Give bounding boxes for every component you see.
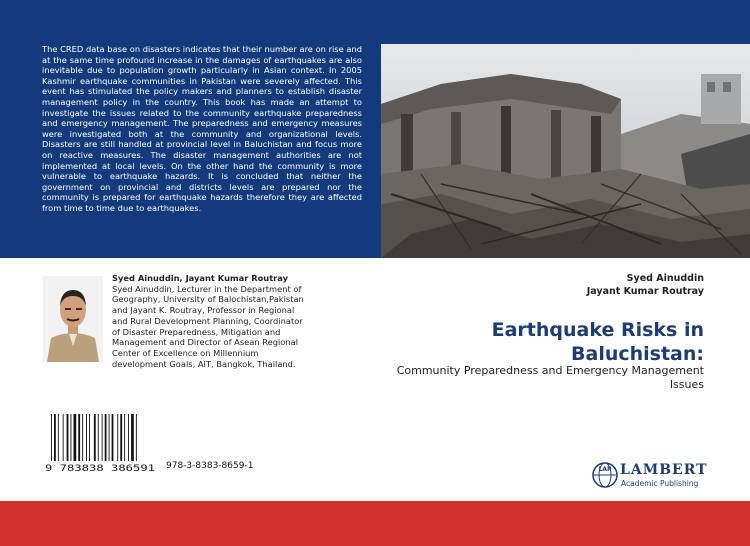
book-subtitle-line-2: Issues xyxy=(669,378,704,391)
publisher-subtitle: Academic Publishing xyxy=(621,479,699,488)
barcode-bar xyxy=(128,414,129,461)
author-bio-heading: Syed Ainuddin, Jayant Kumar Routray xyxy=(112,273,289,283)
barcode-bar xyxy=(78,414,80,461)
barcode-bar xyxy=(63,414,64,461)
isbn-barcode xyxy=(43,414,163,474)
bottom-color-band xyxy=(0,501,750,546)
barcode-bar xyxy=(58,414,59,461)
book-subtitle xyxy=(384,364,704,392)
barcode-digits: 9 783838 386591 xyxy=(45,464,155,474)
barcode-bar xyxy=(136,414,137,461)
barcode-bar xyxy=(109,414,110,461)
barcode-bar xyxy=(117,414,118,461)
barcode-bar xyxy=(71,414,72,461)
author-bio-text: Syed Ainuddin, Lecturer in the Department of Geography, University of Balochistan,Pakistan and Jayant K. Routray, Professor in Regional and Rural Development Planning, Coordinator of Disaster Preparedness, Mitigation and Management and Director of Asean Regional Center of Excellence on Millennium development Goals, AIT, Bangkok, Thailand. xyxy=(112,283,304,369)
isbn-number: 978-3-8383-8659-1 xyxy=(166,461,254,471)
author-photo xyxy=(43,276,103,362)
barcode-bar xyxy=(67,414,69,461)
barcode-bar xyxy=(94,414,96,461)
publisher-name: LAMBERT xyxy=(620,462,708,478)
barcode-bar xyxy=(74,414,77,461)
barcode-bar xyxy=(54,414,56,461)
book-title-line-1: Earthquake Risks in xyxy=(491,319,704,341)
barcode-bar xyxy=(98,414,99,461)
author-name-2: Jayant Kumar Routray xyxy=(586,285,704,297)
author-name-1: Syed Ainuddin xyxy=(626,273,704,284)
barcode-bar xyxy=(131,414,134,461)
publisher-logo xyxy=(590,460,710,494)
cover-photo-earthquake-rubble xyxy=(381,44,750,258)
barcode-bar xyxy=(112,414,114,461)
barcode-bar xyxy=(82,414,83,461)
back-cover-blurb: The CRED data base on disasters indicates that their number are on rise and at the same time profound increase in the damages of earthquakes are also inevitable due to population growth particularly in Asian context. In 2005 Kashmir earthquake communities in Pakistan were severely affected. This event has stimulated the policy makers and planners to establish disaster management policy in the country. This book has made an attempt to investigate the issues related to the community earthquake preparedness and emergency management. The preparedness and emergency measures were investigated both at the community and organizational levels. Disasters are still handled at provincial level in Baluchistan and focus more on reactive measures. The disaster management authorities are not implemented at local levels. On the other hand the community is more vulnerable to earthquake hazards. It is concluded that neither the government on provincial and districts levels are prepared nor the community is prepared for earthquake hazards therefore they are affected from time to time due to earthquakes. xyxy=(42,44,362,213)
barcode-bar xyxy=(102,414,103,461)
barcode-bar xyxy=(105,414,107,461)
book-title xyxy=(384,318,704,366)
barcode-bar xyxy=(51,414,52,461)
publisher-logo-mark: LAP xyxy=(598,466,612,473)
front-cover-authors xyxy=(587,273,704,298)
barcode-bar xyxy=(89,414,90,461)
book-subtitle-line-1: Community Preparedness and Emergency Management xyxy=(396,364,704,377)
author-bio xyxy=(112,273,312,369)
barcode-bar xyxy=(124,414,125,461)
book-title-line-2: Baluchistan: xyxy=(571,343,704,365)
barcode-bar xyxy=(86,414,87,461)
barcode-bar xyxy=(120,414,122,461)
